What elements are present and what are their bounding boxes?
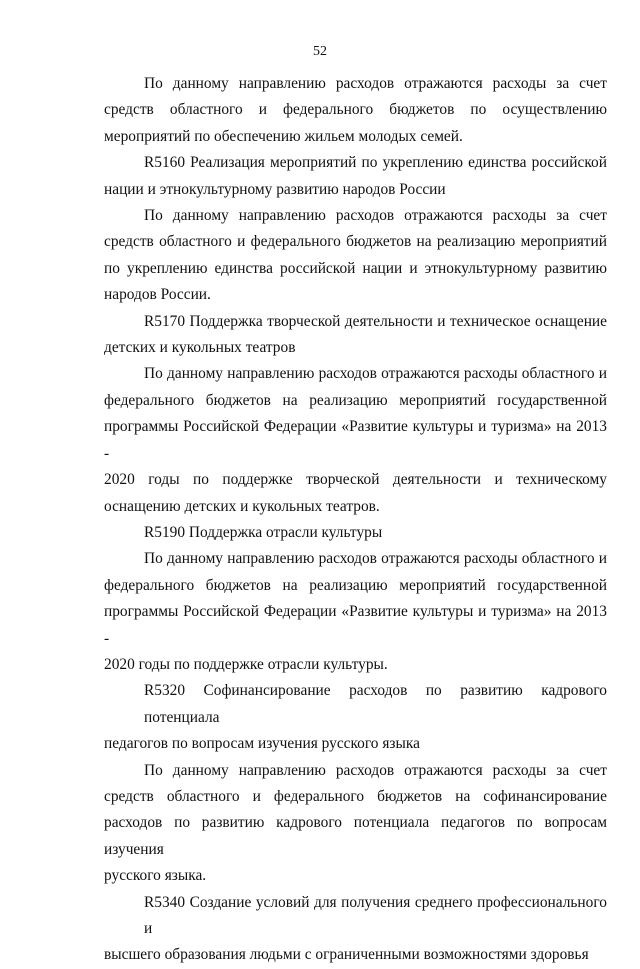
text-line: По данному направлению расходов отражаются расходы за счет bbox=[144, 207, 607, 225]
text-line: R5190 Поддержка отрасли культуры bbox=[144, 523, 383, 541]
document-body bbox=[104, 71, 607, 969]
text-line: программы Российской Федерации «Развитие культуры и туризма» на 2013 - bbox=[104, 418, 607, 462]
paragraph bbox=[104, 71, 607, 150]
text-line: R5160 Реализация мероприятий по укреплению единства российской bbox=[144, 154, 607, 172]
text-line: оснащению детских и кукольных театров. bbox=[104, 497, 380, 515]
text-line: мероприятий по обеспечению жильем молодых семей. bbox=[104, 127, 463, 145]
text-line: программы Российской Федерации «Развитие культуры и туризма» на 2013 - bbox=[104, 603, 607, 647]
text-line: по укреплению единства российской нации и этнокультурному развитию bbox=[104, 259, 607, 277]
text-line: педагогов по вопросам изучения русского языка bbox=[104, 735, 420, 753]
paragraph bbox=[104, 758, 607, 890]
text-line: R5340 Создание условий для получения среднего профессионального и bbox=[144, 893, 607, 937]
text-line: По данному направлению расходов отражаются расходы областного и bbox=[144, 550, 607, 568]
page-number: 52 bbox=[313, 44, 327, 59]
text-line: средств областного и федерального бюджетов по осуществлению bbox=[104, 101, 607, 119]
text-line: R5320 Софинансирование расходов по развитию кадрового потенциала bbox=[144, 682, 607, 726]
text-line: русского языка. bbox=[104, 867, 207, 885]
text-line: расходов по развитию кадрового потенциала педагогов по вопросам изучения bbox=[104, 814, 607, 858]
paragraph bbox=[104, 678, 607, 757]
text-line: R5170 Поддержка творческой деятельности и техническое оснащение bbox=[144, 312, 607, 330]
text-line: По данному направлению расходов отражаются расходы за счет bbox=[144, 75, 607, 92]
paragraph bbox=[104, 890, 607, 969]
text-line: федерального бюджетов на реализацию мероприятий государственной bbox=[104, 391, 607, 409]
text-line: 2020 годы по поддержке отрасли культуры. bbox=[104, 655, 388, 673]
paragraph bbox=[104, 150, 607, 203]
text-line: народов России. bbox=[104, 286, 211, 304]
text-line: средств областного и федерального бюджетов на реализацию мероприятий bbox=[104, 233, 607, 251]
paragraph bbox=[104, 309, 607, 362]
text-line: средств областного и федерального бюджетов на софинансирование bbox=[104, 787, 607, 805]
paragraph bbox=[104, 520, 607, 546]
text-line: 2020 годы по поддержке творческой деятельности и техническому bbox=[104, 471, 607, 489]
paragraph bbox=[104, 361, 607, 519]
text-line: федерального бюджетов на реализацию мероприятий государственной bbox=[104, 576, 607, 594]
text-line: По данному направлению расходов отражаются расходы за счет bbox=[144, 761, 607, 779]
paragraph bbox=[104, 546, 607, 678]
text-line: нации и этнокультурному развитию народов России bbox=[104, 180, 446, 198]
text-line: высшего образования людьми с ограниченными возможностями здоровья bbox=[104, 946, 589, 964]
text-line: По данному направлению расходов отражаются расходы областного и bbox=[144, 365, 607, 383]
paragraph bbox=[104, 203, 607, 309]
text-line: детских и кукольных театров bbox=[104, 339, 296, 357]
